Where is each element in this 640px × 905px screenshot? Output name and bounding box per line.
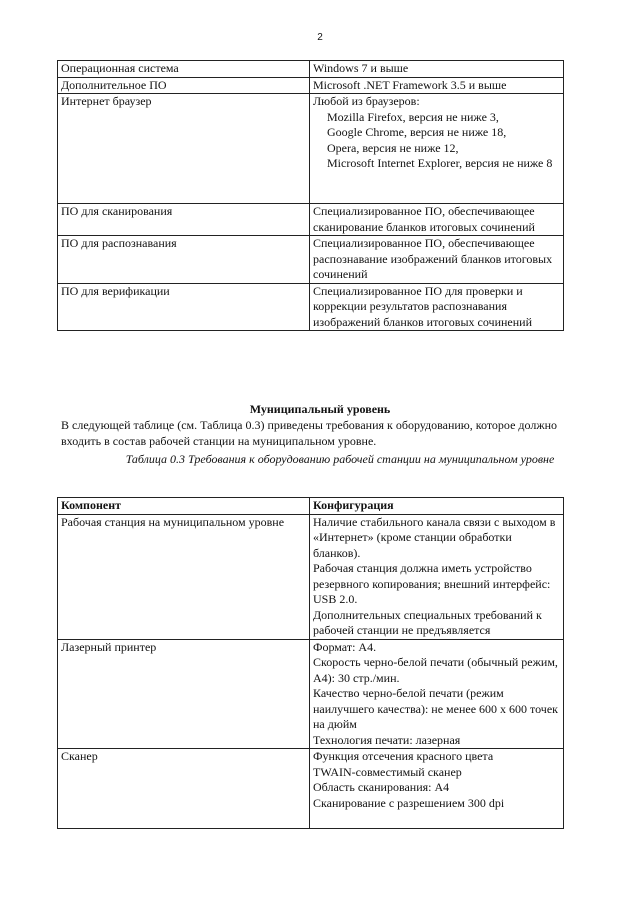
table-row [58, 94, 564, 204]
table-row [58, 749, 564, 829]
row-value: Microsoft .NET Framework 3.5 и выше [310, 77, 564, 94]
configuration-cell [310, 749, 564, 829]
configuration-cell [310, 639, 564, 749]
config-line: Технология печати: лазерная [313, 732, 461, 747]
component-cell: Рабочая станция на муниципальном уровне [58, 514, 310, 639]
config-line: TWAIN-совместимый сканер [313, 764, 462, 779]
row-value-browsers [310, 94, 564, 204]
header-configuration: Конфигурация [310, 498, 564, 515]
config-line: Функция отсечения красного цвета [313, 749, 494, 763]
row-value: Windows 7 и выше [310, 61, 564, 78]
config-line: Скорость черно-белой печати (обычный режим, А4): 30 стр./мин. [313, 655, 558, 685]
row-key: ПО для верификации [58, 283, 310, 331]
hardware-requirements-table [57, 497, 564, 829]
table-row [58, 283, 564, 331]
list-item [313, 141, 560, 157]
software-requirements-table [57, 60, 564, 331]
config-line: Рабочая станция должна иметь устройство резервного копирования; внешний интерфейс: USB 2.0. [313, 561, 551, 606]
table-row [58, 77, 564, 94]
table-row [58, 639, 564, 749]
browser-item: Google Chrome, версия не ниже 18, [327, 125, 507, 139]
config-line: Наличие стабильного канала связи с выходом в «Интернет» (кроме станции обработки бланков). [313, 514, 556, 560]
section-heading: Муниципальный уровень [249, 402, 391, 416]
table-row [58, 514, 564, 639]
config-line: Качество черно-белой печати (режим наилучшего качества): не менее 600 x 600 точек на дюйм [313, 686, 558, 731]
config-line: Область сканирования: А4 [313, 780, 450, 794]
page-number: 2 [317, 32, 323, 43]
browser-item: Microsoft Internet Explorer, версия не ниже 8 [327, 156, 553, 170]
header-component: Компонент [58, 498, 310, 515]
component-cell: Лазерный принтер [58, 639, 310, 749]
table-row [58, 236, 564, 284]
table-header-row [58, 498, 564, 515]
browser-item: Opera, версия не ниже 12, [327, 140, 459, 155]
table-row [58, 61, 564, 78]
config-line: Дополнительных специальных требований к рабочей станции не предъявляется [313, 607, 542, 637]
row-value: Специализированное ПО, обеспечивающее распознавание изображений бланков итоговых сочинений [310, 236, 564, 284]
config-line: Сканирование с разрешением 300 dpi [313, 795, 505, 810]
row-key: ПО для распознавания [58, 236, 310, 284]
configuration-cell [310, 514, 564, 639]
table-caption: Таблица 0.3 Требования к оборудованию рабочей станции на муниципальном уровне [125, 452, 555, 466]
browser-item: Mozilla Firefox, версия не ниже 3, [327, 109, 499, 124]
config-line: Формат: А4. [313, 639, 377, 654]
bullet-icon [313, 125, 327, 141]
row-key: Операционная система [58, 61, 310, 78]
list-item [313, 156, 560, 172]
row-value: Специализированное ПО для проверки и коррекции результатов распознавания изображений бланков итоговых сочинений [310, 283, 564, 331]
row-key: Дополнительное ПО [58, 77, 310, 94]
bullet-icon [313, 110, 327, 126]
component-cell: Сканер [58, 749, 310, 829]
row-key: ПО для сканирования [58, 204, 310, 236]
bullet-icon [313, 156, 327, 172]
row-value: Специализированное ПО, обеспечивающее сканирование бланков итоговых сочинений [310, 204, 564, 236]
list-item [313, 125, 560, 141]
browsers-intro: Любой из браузеров: [313, 94, 420, 108]
table-row [58, 204, 564, 236]
browser-list [313, 110, 560, 172]
list-item [313, 110, 560, 126]
bullet-icon [313, 141, 327, 157]
row-key: Интернет браузер [58, 94, 310, 204]
intro-paragraph: В следующей таблице (см. Таблица 0.3) приведены требования к оборудованию, которое должно входить в состав рабочей станции на муниципальном уровне. [61, 418, 558, 448]
